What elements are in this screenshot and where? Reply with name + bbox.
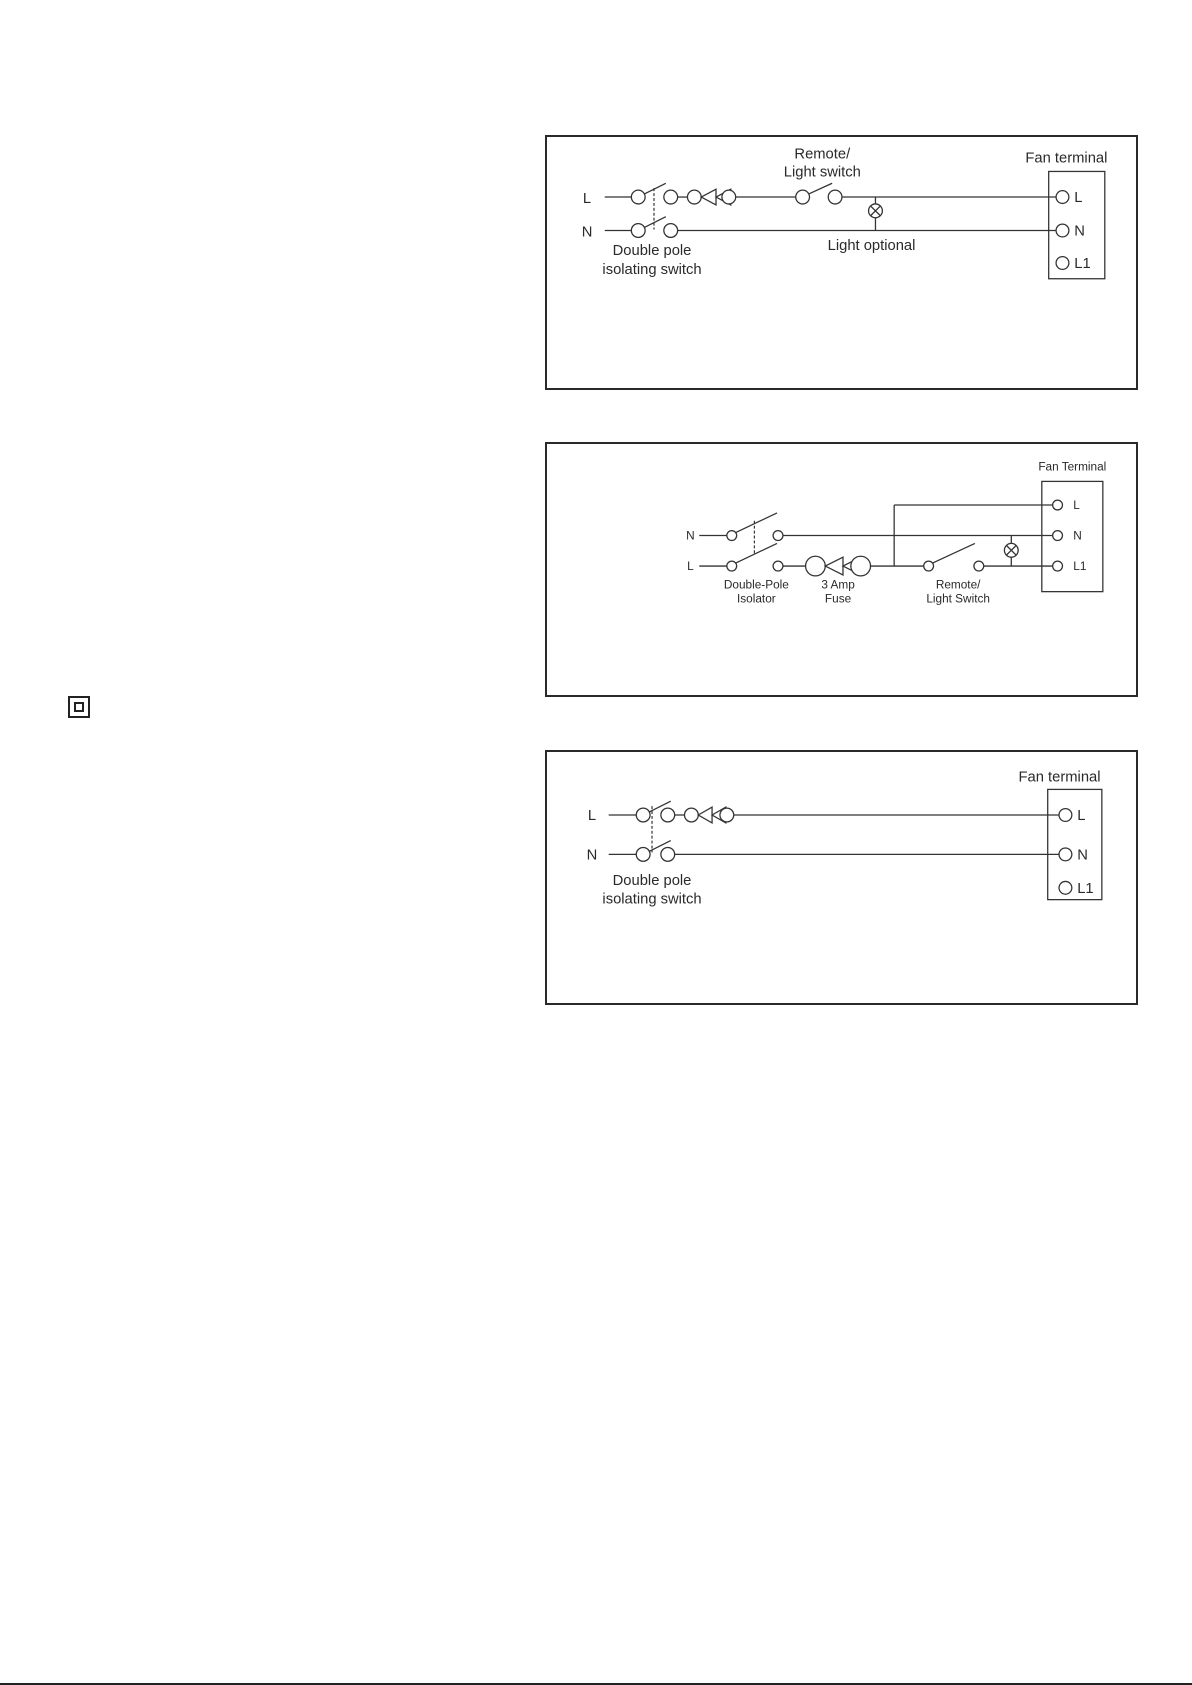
isolator-contact-n-out [773, 531, 783, 541]
isolator-label-line2: isolating switch [602, 891, 702, 908]
terminal-l1-icon [1056, 257, 1069, 270]
wiring-diagram-1-svg [547, 137, 1136, 388]
fan-terminal-block [1042, 481, 1103, 591]
fuse-terminal-right [851, 556, 871, 576]
terminal-l1-icon [1053, 561, 1063, 571]
switch-label-line2: Light Switch [926, 591, 990, 606]
line-label: L [687, 558, 694, 573]
isolator-contact-l-in [631, 190, 645, 204]
fuse-terminal-left [806, 556, 826, 576]
line-label: L [587, 807, 597, 824]
isolator-blade-l [736, 543, 777, 563]
fuse-terminal-right [722, 190, 736, 204]
isolator-contact-l-in [727, 561, 737, 571]
isolator-contact-n-out [664, 224, 678, 238]
remote-switch-blade [809, 183, 833, 194]
neutral-label: N [581, 224, 593, 241]
terminal-n-label: N [1074, 223, 1085, 240]
fan-terminal-title: Fan terminal [1025, 150, 1108, 167]
terminal-l-icon [1059, 809, 1072, 822]
isolator-contact-l-out [661, 808, 675, 822]
isolator-label-line2: Isolator [737, 591, 776, 606]
terminal-l-icon [1056, 191, 1069, 204]
fuse-terminal-left [687, 190, 701, 204]
remote-switch-blade [933, 543, 975, 563]
isolator-label-line1: Double pole [612, 872, 692, 889]
switch-label-line1: Remote/ [935, 577, 981, 592]
class-ii-double-insulation-icon [68, 696, 90, 718]
isolator-label-line1: Double-Pole [723, 577, 789, 592]
fan-terminal-block [1048, 789, 1102, 899]
remote-switch-contact-out [974, 561, 984, 571]
terminal-l1-label: L1 [1077, 880, 1094, 897]
remote-switch-contact-out [828, 190, 842, 204]
terminal-n-icon [1056, 224, 1069, 237]
isolator-label-line1: Double pole [612, 243, 692, 260]
neutral-label: N [586, 847, 598, 864]
terminal-l-icon [1053, 500, 1063, 510]
terminal-n-label: N [1073, 528, 1082, 543]
wiring-diagram-3 [545, 750, 1138, 1005]
remote-switch-contact-in [924, 561, 934, 571]
terminal-n-icon [1053, 531, 1063, 541]
terminal-n-label: N [1077, 847, 1088, 864]
fuse-label-line2: Fuse [824, 591, 852, 606]
isolator-blade-n [644, 217, 666, 228]
isolator-contact-l-out [773, 561, 783, 571]
isolator-blade-l [644, 183, 666, 194]
line-label: L [582, 190, 592, 207]
class-ii-inner-square [74, 702, 84, 712]
remote-switch-label-line1: Remote/ [794, 146, 851, 163]
terminal-l1-label: L1 [1074, 255, 1091, 272]
neutral-label: N [686, 528, 695, 543]
wiring-diagram-1 [545, 135, 1138, 390]
terminal-n-icon [1059, 848, 1072, 861]
fuse-terminal-right [720, 808, 734, 822]
fan-terminal-title: Fan terminal [1018, 769, 1101, 786]
remote-switch-contact-in [796, 190, 810, 204]
wiring-diagram-3-svg [547, 752, 1136, 1003]
fan-terminal-title: Fan Terminal [1038, 459, 1107, 474]
terminal-l1-icon [1059, 881, 1072, 894]
isolator-contact-n-in [631, 224, 645, 238]
isolator-label-line2: isolating switch [602, 261, 702, 278]
wiring-diagram-2-svg [547, 444, 1136, 695]
terminal-l-label: L [1073, 497, 1080, 512]
wiring-diagram-2 [545, 442, 1138, 697]
terminal-l-label: L [1074, 189, 1083, 206]
light-optional-label: Light optional [827, 238, 916, 255]
isolator-contact-l-in [636, 808, 650, 822]
terminal-l-label: L [1077, 807, 1086, 824]
isolator-contact-n-in [636, 847, 650, 861]
terminal-l1-label: L1 [1073, 558, 1087, 573]
isolator-blade-n [736, 513, 777, 533]
isolator-contact-n-out [661, 847, 675, 861]
isolator-contact-n-in [727, 531, 737, 541]
remote-switch-label-line2: Light switch [783, 164, 861, 181]
isolator-contact-l-out [664, 190, 678, 204]
fuse-terminal-left [685, 808, 699, 822]
fuse-label-line1: 3 Amp [821, 577, 855, 592]
